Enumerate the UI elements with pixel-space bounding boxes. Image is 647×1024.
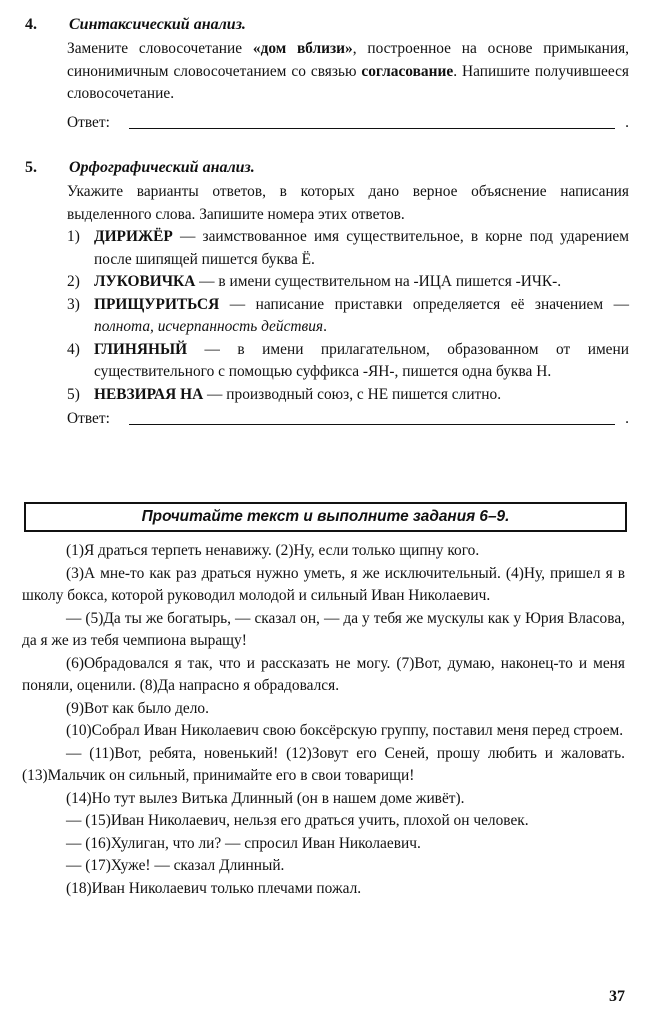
- option-number: 1): [67, 228, 80, 245]
- task-4-instructions: [67, 38, 629, 106]
- task-4-answer: [67, 112, 629, 134]
- option-word: ПРИЩУРИТЬСЯ: [94, 295, 220, 313]
- answer-label: Ответ:: [67, 113, 110, 131]
- option-number: 5): [67, 385, 80, 403]
- link-type: согласование: [361, 62, 454, 80]
- option-number: 4): [67, 340, 80, 358]
- text-paragraph: (1)Я драться терпеть ненавижу. (2)Ну, если только щипну кого.: [66, 542, 480, 559]
- option-italic: полнота, исчерпанность действия: [94, 318, 324, 335]
- task-5-instructions: Укажите варианты ответов, в которых дано верное объяснение написания выделенного слова. Запишите номера этих ответов.: [67, 183, 629, 223]
- answer-line[interactable]: [129, 424, 615, 425]
- task-5-number: 5.: [25, 159, 37, 176]
- option-word: НЕВЗИРАЯ НА: [94, 385, 204, 403]
- text-paragraph: — (16)Хулиган, что ли? — спросил Иван Николаевич.: [66, 834, 421, 852]
- option-number: 2): [67, 273, 80, 290]
- task-4-title: Синтаксический анализ.: [69, 16, 246, 33]
- task-5: [25, 157, 629, 430]
- instruction-text: Замените словосочетание: [67, 40, 253, 57]
- text-paragraph: (10)Собрал Иван Николаевич свою боксёрскую группу, поставил меня перед строем.: [66, 722, 624, 739]
- task-4: [25, 14, 629, 134]
- instruction-text: . Напишите получившееся словосочетание.: [67, 62, 629, 102]
- text-paragraph: — (5)Да ты же богатырь, — сказал он, — да у тебя же мускулы как у Юрия Власова, да я же из тебя чемпиона выращу!: [22, 609, 625, 649]
- option-text: — заимствованное имя существительное, в корне под ударением после шипящей пишется буква Ё.: [94, 228, 629, 268]
- reading-text: [22, 540, 625, 900]
- option-word: ДИРИЖЁР: [94, 228, 173, 245]
- answer-end: .: [625, 410, 629, 427]
- page-number: 37: [609, 988, 625, 1005]
- task-5-options: [67, 226, 629, 406]
- option-tail: .: [323, 318, 327, 335]
- option-text: — написание приставки определяется её значением —: [219, 295, 629, 313]
- option-text: — в имени прилагательном, образованном от имени существительного с помощью суффикса -ЯН-, пишется одна буква Н.: [94, 340, 629, 380]
- target-phrase: «дом вблизи»: [252, 40, 353, 57]
- option-word: ЛУКОВИЧКА: [94, 273, 196, 290]
- instruction-text: , построенное на основе примыкания, синонимичным словосочетанием со связью: [67, 40, 629, 80]
- option-text: — производный союз, с НЕ пишется слитно.: [203, 385, 502, 403]
- task-5-header: [25, 157, 629, 181]
- option-word: ГЛИНЯНЫЙ: [94, 340, 188, 358]
- text-paragraph: (3)А мне-то как раз драться нужно уметь, я же исключительный. (4)Ну, пришел я в школу бокса, которой руководил молодой и сильный Иван Николаевич.: [22, 564, 625, 604]
- answer-end: .: [625, 113, 629, 131]
- task-4-number: 4.: [25, 16, 37, 33]
- task-5-answer: [67, 408, 629, 430]
- option-number: 3): [67, 295, 80, 313]
- option-4: [67, 339, 629, 384]
- text-paragraph: — (15)Иван Николаевич, нельзя его драться учить, плохой он человек.: [66, 812, 529, 829]
- answer-label: Ответ:: [67, 410, 110, 427]
- option-5: [67, 384, 629, 407]
- text-paragraph: — (17)Хуже! — сказал Длинный.: [66, 857, 285, 874]
- reading-instruction-banner: Прочитайте текст и выполните задания 6–9.: [24, 502, 627, 532]
- text-paragraph: (9)Вот как было дело.: [66, 699, 209, 717]
- task-5-title: Орфографический анализ.: [69, 159, 255, 176]
- option-2: [67, 271, 629, 294]
- text-paragraph: (6)Обрадовался я так, что и рассказать не могу. (7)Вот, думаю, наконец-то и меня поняли, оценили. (8)Да напрасно я обрадовался.: [22, 654, 625, 694]
- text-paragraph: (18)Иван Николаевич только плечами пожал.: [66, 879, 362, 897]
- option-text: — в имени существительном на -ИЦА пишется -ИЧК-.: [195, 273, 562, 290]
- text-paragraph: (14)Но тут вылез Витька Длинный (он в нашем доме живёт).: [66, 789, 465, 807]
- option-3: [67, 294, 629, 339]
- text-paragraph: — (11)Вот, ребята, новенький! (12)Зовут его Сеней, прошу любить и жаловать. (13)Мальчик он сильный, принимайте его в свои товарищи!: [22, 744, 625, 784]
- answer-line[interactable]: [129, 128, 615, 129]
- task-4-header: [25, 14, 629, 38]
- option-1: [67, 226, 629, 271]
